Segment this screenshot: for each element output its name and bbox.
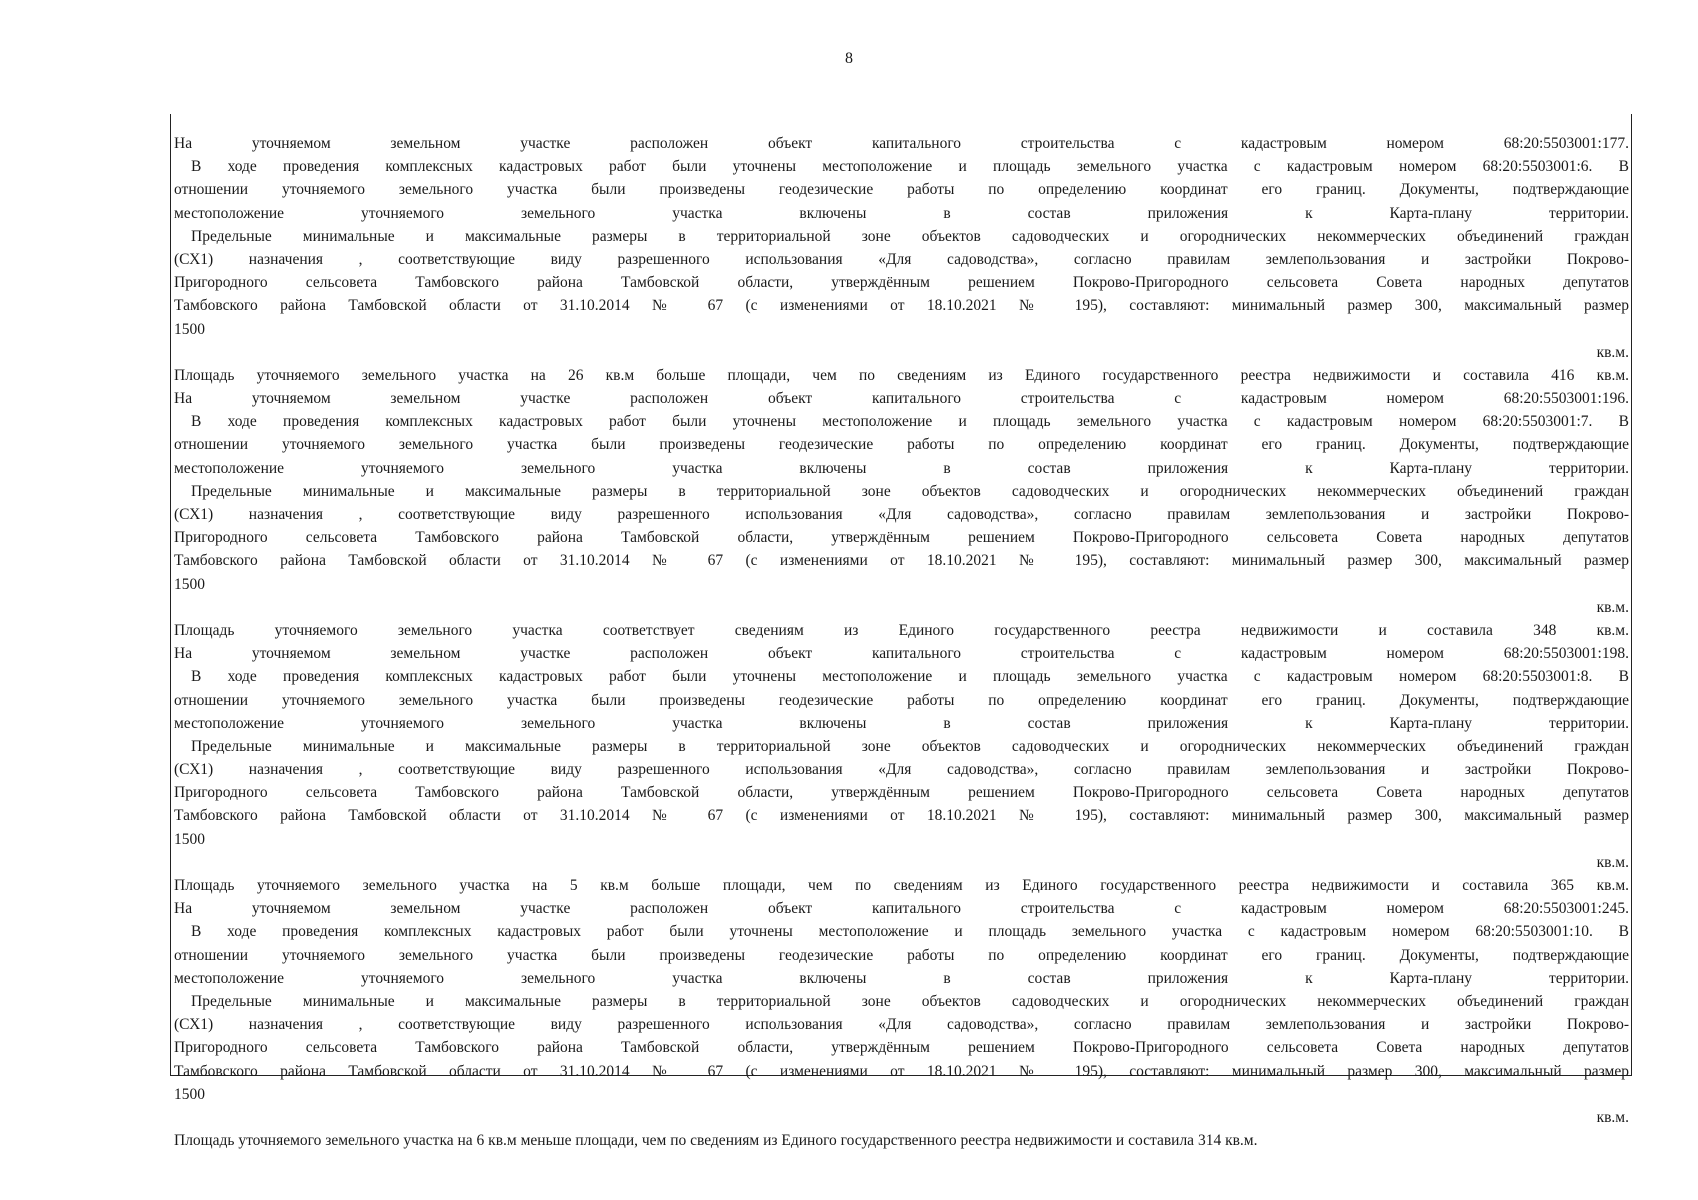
text-line: Пригородного сельсовета Тамбовского района Тамбовской области, утверждённым решением Покрово-Пригородного сельсовета Совета народных депутатов [174, 274, 1629, 292]
text-line: В ходе проведения комплексных кадастровых работ были уточнены местоположение и площадь земельного участка с кадастровым номером 68:20:5503001:10. В [191, 923, 1629, 941]
text-line: (СХ1) назначения , соответствующие виду разрешенного использования «Для садоводства», согласно правилам землепользования и застройки Покрово- [174, 250, 1629, 268]
text-line: кв.м. [1596, 598, 1629, 616]
page-number: 8 [845, 50, 853, 67]
text-line: отношении уточняемого земельного участка были произведены геодезические работы по определению координат его границ. Документы, подтверждающие [174, 436, 1629, 454]
text-line: В ходе проведения комплексных кадастровых работ были уточнены местоположение и площадь земельного участка с кадастровым номером 68:20:5503001:7. В [191, 413, 1629, 431]
text-line: местоположение уточняемого земельного участка включены в состав приложения к Карта-плану территории. [174, 969, 1629, 987]
text-line: Предельные минимальные и максимальные размеры в территориальной зоне объектов садоводческих и огороднических некоммерческих объединений граждан [191, 227, 1629, 245]
text-line: Площадь уточняемого земельного участка соответствует сведениям из Единого государственного реестра недвижимости и составила 348 кв.м. [174, 621, 1629, 639]
text-line: отношении уточняемого земельного участка были произведены геодезические работы по определению координат его границ. Документы, подтверждающие [174, 691, 1629, 709]
text-line: (СХ1) назначения , соответствующие виду разрешенного использования «Для садоводства», согласно правилам землепользования и застройки Покрово- [174, 506, 1629, 523]
text-line: Тамбовского района Тамбовской области от 31.10.2014 № 67 (с изменениями от 18.10.2021 № 195), составляют: минимальный размер 300, максимальный размер [174, 552, 1629, 570]
text-line: Тамбовского района Тамбовской области от 31.10.2014 № 67 (с изменениями от 18.10.2021 № 195), составляют: минимальный размер 300, максимальный размер [174, 1062, 1629, 1080]
text-line: кв.м. [1596, 1108, 1629, 1126]
text-line: 1500 [174, 320, 205, 338]
document-text-body [174, 132, 1629, 1152]
text-line: Тамбовского района Тамбовской области от 31.10.2014 № 67 (с изменениями от 18.10.2021 № 195), составляют: минимальный размер 300, максимальный размер [174, 807, 1629, 825]
text-line: Площадь уточняемого земельного участка на 26 кв.м больше площади, чем по сведениям из Единого государственного реестра недвижимости и составила 416 кв.м. [174, 366, 1629, 384]
text-line: Пригородного сельсовета Тамбовского района Тамбовской области, утверждённым решением Покрово-Пригородного сельсовета Совета народных депутатов [174, 784, 1629, 802]
document-text-frame [170, 114, 1632, 1150]
text-line: Предельные минимальные и максимальные размеры в территориальной зоне объектов садоводческих и огороднических некоммерческих объединений граждан [191, 992, 1629, 1010]
text-line: Пригородного сельсовета Тамбовского района Тамбовской области, утверждённым решением Покрово-Пригородного сельсовета Совета народных депутатов [174, 529, 1629, 547]
text-line: кв.м. [1596, 343, 1629, 361]
text-line: На уточняемом земельном участке расположен объект капитального строительства с кадастровым номером 68:20:5503001:177. [174, 135, 1629, 152]
text-line: В ходе проведения комплексных кадастровых работ были уточнены местоположение и площадь земельного участка с кадастровым номером 68:20:5503001:6. В [191, 158, 1629, 176]
text-line: На уточняемом земельном участке расположен объект капитального строительства с кадастровым номером 68:20:5503001:196. [174, 390, 1629, 408]
text-line: В ходе проведения комплексных кадастровых работ были уточнены местоположение и площадь земельного участка с кадастровым номером 68:20:5503001:8. В [191, 668, 1629, 686]
text-line: местоположение уточняемого земельного участка включены в состав приложения к Карта-плану территории. [174, 714, 1629, 732]
text-line: отношении уточняемого земельного участка были произведены геодезические работы по определению координат его границ. Документы, подтверждающие [174, 181, 1629, 199]
text-line: кв.м. [1596, 853, 1629, 871]
text-line: 1500 [174, 830, 205, 848]
text-line: отношении уточняемого земельного участка были произведены геодезические работы по определению координат его границ. Документы, подтверждающие [174, 946, 1629, 964]
text-line: На уточняемом земельном участке расположен объект капитального строительства с кадастровым номером 68:20:5503001:245. [174, 900, 1629, 918]
text-line: 1500 [174, 1085, 205, 1103]
text-line: На уточняемом земельном участке расположен объект капитального строительства с кадастровым номером 68:20:5503001:198. [174, 645, 1629, 663]
text-line: Предельные минимальные и максимальные размеры в территориальной зоне объектов садоводческих и огороднических некоммерческих объединений граждан [191, 482, 1629, 500]
text-line: Предельные минимальные и максимальные размеры в территориальной зоне объектов садоводческих и огороднических некоммерческих объединений граждан [191, 737, 1629, 755]
text-line: Тамбовского района Тамбовской области от 31.10.2014 № 67 (с изменениями от 18.10.2021 № 195), составляют: минимальный размер 300, максимальный размер [174, 297, 1629, 315]
text-line: (СХ1) назначения , соответствующие виду разрешенного использования «Для садоводства», согласно правилам землепользования и застройки Покрово- [174, 1016, 1629, 1034]
text-line: Площадь уточняемого земельного участка на 6 кв.м меньше площади, чем по сведениям из Единого государственного реестра недвижимости и составила 314 кв.м. [174, 1132, 1258, 1150]
text-line: местоположение уточняемого земельного участка включены в состав приложения к Карта-плану территории. [174, 204, 1629, 222]
text-line: 1500 [174, 575, 205, 593]
text-line: Пригородного сельсовета Тамбовского района Тамбовской области, утверждённым решением Покрово-Пригородного сельсовета Совета народных депутатов [174, 1039, 1629, 1057]
text-line: Площадь уточняемого земельного участка на 5 кв.м больше площади, чем по сведениям из Единого государственного реестра недвижимости и составила 365 кв.м. [174, 877, 1629, 894]
text-line: (СХ1) назначения , соответствующие виду разрешенного использования «Для садоводства», согласно правилам землепользования и застройки Покрово- [174, 761, 1629, 779]
text-line: местоположение уточняемого земельного участка включены в состав приложения к Карта-плану территории. [174, 459, 1629, 477]
